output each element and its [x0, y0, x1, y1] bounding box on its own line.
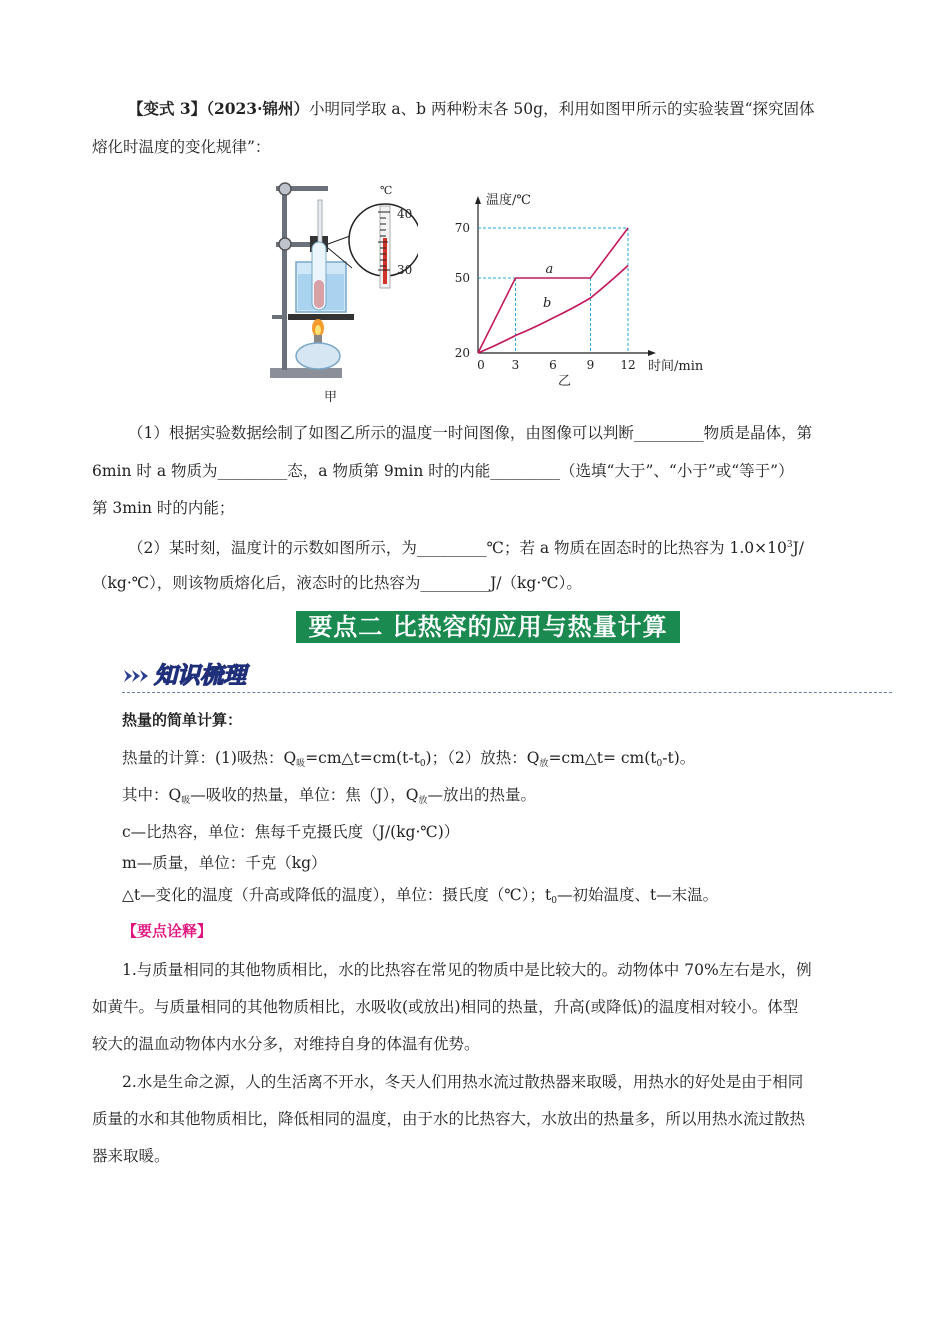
stand-base [270, 368, 342, 378]
figure-caption-yi: 乙 [558, 374, 572, 389]
formula-sub: 0 [419, 759, 426, 769]
x-tick-label: 0 [477, 358, 485, 372]
part2-text-b: J/ [792, 539, 805, 557]
stand-rod [282, 184, 287, 370]
x-tick-label: 3 [511, 358, 520, 372]
y-axis-label: 温度/℃ [486, 193, 531, 208]
x-tick-label: 12 [620, 358, 636, 372]
thermo-30: 30 [397, 263, 413, 277]
formula-part: -t)。 [662, 749, 696, 767]
x-tick-label: 9 [586, 358, 595, 372]
x-axis-arrow-icon [648, 350, 656, 356]
x-axis-label: 时间/min [648, 359, 704, 374]
note1-line1: 1.与质量相同的其他物质相比，水的比热容在常见的物质中是比较大的。动物体中 70%左右是水，例 [122, 961, 812, 979]
t-def-part: —初始温度、t—末温。 [556, 886, 719, 904]
y-tick-label: 50 [454, 271, 470, 285]
part2-line2: （kg·℃），则该物质熔化后，液态时的比热容为_________J/（kg·℃）。 [92, 574, 582, 592]
part2-exponent: 3 [786, 540, 793, 550]
alcohol-lamp [296, 343, 340, 369]
q-definition-line [122, 785, 536, 811]
question-intro-text: 小明同学取 a、b 两种粉末各 50g，利用如图甲所示的实验装置“探究固体 [308, 100, 815, 118]
knowledge-heading: 热量的简单计算： [122, 711, 243, 729]
x-tick-label: 6 [549, 358, 557, 372]
formula-sub: 放 [539, 759, 549, 769]
q-def-sub: 吸 [181, 796, 191, 806]
question-intro-line1 [128, 99, 815, 119]
series-line-a [478, 228, 628, 353]
thermo-40: 40 [397, 207, 413, 221]
y-tick-label: 70 [454, 221, 470, 235]
clamp-knob-icon [279, 183, 291, 195]
question-intro-line2: 熔化时温度的变化规律”： [92, 138, 271, 156]
m-definition-line: m—质量，单位：千克（kg） [122, 854, 327, 872]
wire-gauze [288, 314, 354, 320]
formula-sub: 吸 [296, 759, 306, 769]
part2-line1 [128, 535, 804, 558]
note2-line2: 质量的水和其他物质相比，降低相同的温度，由于水的比热容大，水放出的热量多，所以用热水流过散热 [92, 1110, 806, 1128]
q-def-part: —吸收的热量，单位：焦（J），Q [190, 786, 419, 804]
divider-line [122, 692, 892, 693]
q-def-sub: 放 [418, 796, 428, 806]
y-axis-arrow-icon [475, 196, 481, 204]
section-title: 要点二 比热容的应用与热量计算 [296, 611, 680, 643]
series-label-b: b [543, 296, 552, 311]
t-def-part: △t—变化的温度（升高或降低的温度），单位：摄氏度（℃）；t [122, 886, 552, 904]
t-def-sub: 0 [551, 896, 557, 906]
series-label-a: a [545, 262, 554, 277]
t-definition-line [122, 885, 718, 911]
part1-line1: （1）根据实验数据绘制了如图乙所示的温度一时间图像，由图像可以判断_________物质是晶体，第 [128, 424, 813, 442]
part1-line3: 第 3min 时的内能； [92, 499, 235, 517]
formula-part: 热量的计算：(1)吸热：Q [122, 749, 297, 767]
formula-sub: 0 [656, 759, 663, 769]
question-source: （2023·锦州） [206, 99, 309, 118]
thermo-unit: ℃ [380, 184, 393, 197]
formula-part: =cm△t= cm(t [548, 749, 657, 767]
note2-line1: 2.水是生命之源，人的生活离不开水，冬天人们用热水流过散热器来取暖，用热水的好处是由于相同 [122, 1073, 804, 1091]
figure-apparatus [268, 172, 418, 407]
figure-caption-jia: 甲 [324, 390, 338, 405]
formula-line [122, 748, 695, 774]
question-tag: 【变式 3】 [128, 99, 207, 118]
formula-part: =cm△t=cm(t-t [305, 749, 420, 767]
note1-line3: 较大的温血动物体内水分多，对维持自身的体温有优势。 [92, 1035, 480, 1053]
formula-part: )；（2）放热：Q [425, 749, 540, 767]
q-def-part: 其中：Q [122, 786, 182, 804]
part1-line2: 6min 时 a 物质为_________态，a 物质第 9min 时的内能_________（选填“大于”、“小于”或“等于”） [92, 462, 794, 480]
note2-line3: 器来取暖。 [92, 1147, 170, 1165]
q-def-part: —放出的热量。 [427, 786, 536, 804]
banner-text: 知识梳理 [154, 663, 246, 689]
knowledge-banner [122, 656, 272, 692]
y-tick-label: 20 [454, 346, 470, 360]
temperature-time-chart [440, 180, 730, 395]
arrows-icon [124, 670, 148, 682]
part2-text-a: （2）某时刻，温度计的示数如图所示，为_________℃；若 a 物质在固态时的比热容为 1.0×10 [128, 539, 787, 557]
note1-line2: 如黄牛。与质量相同的其他物质相比，水吸收(或放出)相同的热量，升高(或降低)的温度相对较小。体型 [92, 998, 799, 1016]
notes-heading: 【要点诠释】 [122, 922, 213, 940]
c-definition-line: c—比热容，单位：焦每千克摄氏度（J/(kg·℃)） [122, 823, 460, 841]
clamp-knob-icon [279, 238, 291, 250]
